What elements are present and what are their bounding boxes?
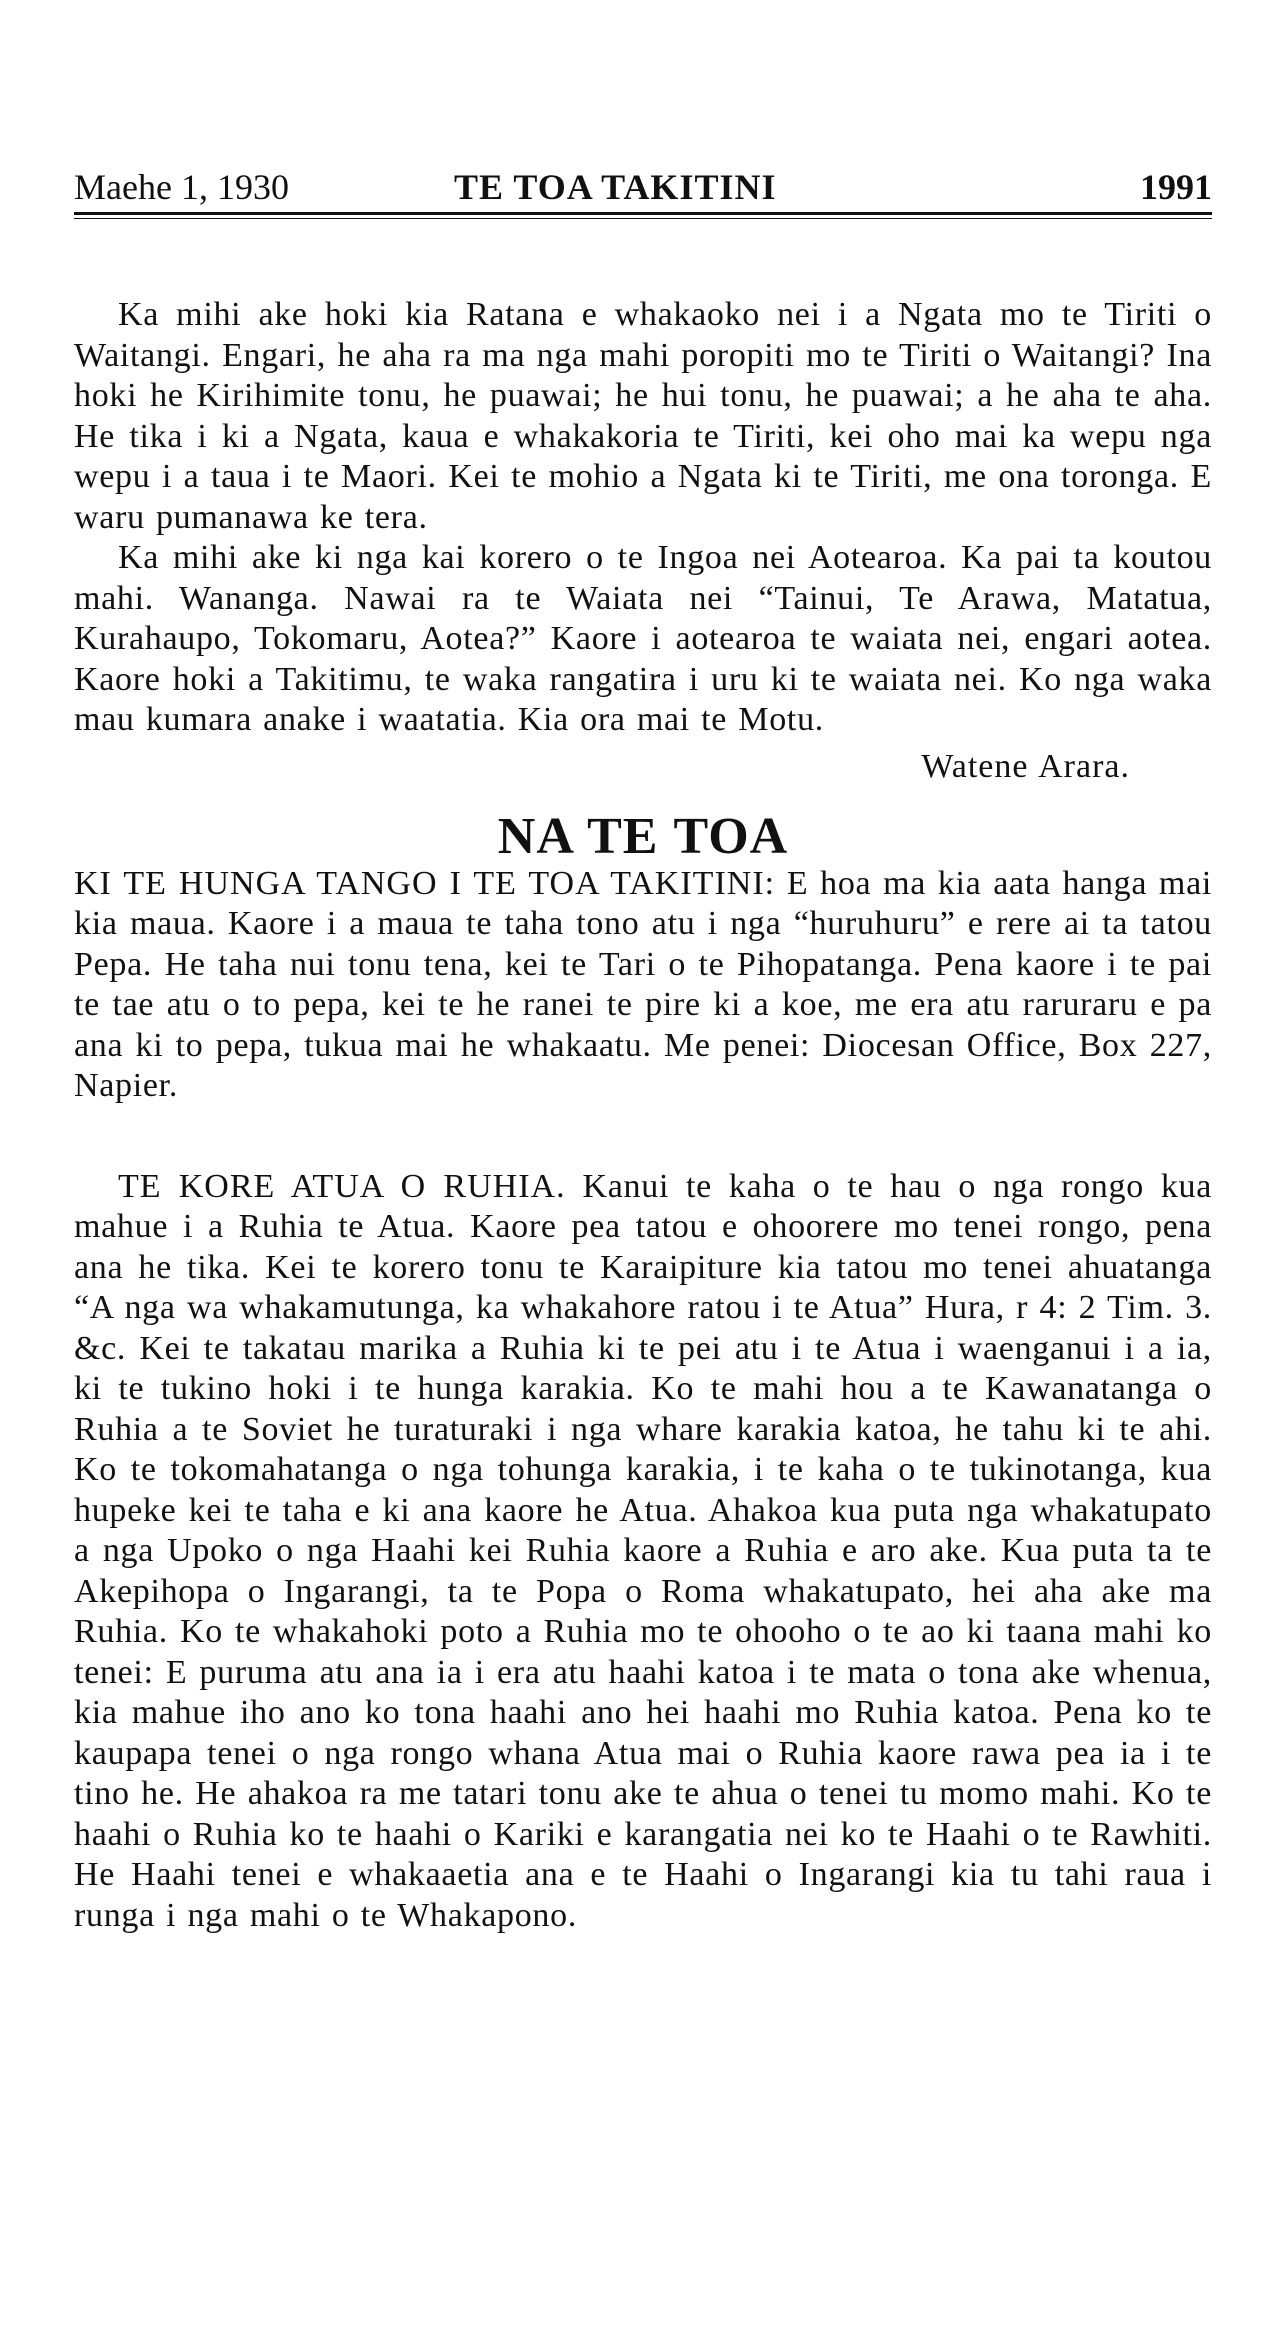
russia-paragraph — [74, 1167, 1212, 1937]
notice-paragraph — [74, 864, 1212, 1107]
running-head — [74, 150, 1212, 206]
page — [74, 150, 1212, 1936]
notice-body: E hoa ma kia aata hanga mai kia maua. Kaore i a maua te taha tono atu i nga “huruhuru” e rere ai ta tatou Pepa. He taha nui tonu tena, kei te Tari o te Pihopatanga. Pena kaore i te pai te tae atu o to pepa, kei te he ranei te pire ki a koe, me era atu raruraru e pa ana ki to pepa, tukua mai he whakaatu. Me penei: Diocesan Office, Box 227, Napier. — [74, 864, 1213, 1104]
article-body — [74, 295, 1212, 1936]
notice-lead: KI TE HUNGA TANGO I TE TOA TAKITINI: — [74, 864, 776, 902]
publication-title: TE TOA TAKITINI — [454, 167, 777, 207]
issue-date: Maehe 1, 1930 — [74, 167, 289, 207]
header-rule-thin — [74, 218, 1212, 219]
russia-body: Kanui te kaha o te hau o nga rongo kua mahue i a Ruhia te Atua. Kaore pea tatou e ohoorere mo tenei rongo, pena ana he tika. Kei te korero tonu te Karaipiture kia tatou mo tenei ahuatanga “A nga wa whakamutunga, ka whakahore ratou i te Atua” Hura, r 4: 2 Tim. 3. &c. Kei te takatau marika a Ruhia ki te pei atu i te Atua i waenganui i a ia, ki te tukino hoki i te hunga karakia. Ko te mahi hou a te Kawanatanga o Ruhia a te Soviet he turaturaki i nga whare karakia katoa, he tahu ki te ahi. Ko te tokomahatanga o nga tohunga karakia, i te kaha o te tukinotanga, kua hupeke kei te taha e ki ana kaore he Atua. Ahakoa kua puta nga whakatupato a nga Upoko o nga Haahi kei Ruhia kaore a Ruhia e aro ake. Kua puta ta te Akepihopa o Ingarangi, ta te Popa o Roma whakatupato, hei aha ake ma Ruhia. Ko te whakahoki poto a Ruhia mo te ohooho o te ao ki taana mahi ko tenei: E puruma atu ana ia i era atu haahi katoa i te mata o tona ake whenua, kia mahue iho ano ko tona haahi ano hei haahi mo Ruhia katoa. Pena ko te kaupapa tenei o nga rongo whana Atua mai o Ruhia kaore rawa pea ia i te tino he. He ahakoa ra me tatari tonu ake te ahua o tenei tu momo mahi. Ko te haahi o Ruhia ko te haahi o Kariki e karangatia nei ko te Haahi o te Rawhiti. He Haahi tenei e whakaaetia ana e te Haahi o Ingarangi kia tu tahi raua i runga i nga mahi o te Whakapono. — [74, 1167, 1213, 1934]
letter-signature: Watene Arara. — [921, 747, 1130, 785]
russia-lead: TE KORE ATUA O RUHIA. — [118, 1167, 566, 1205]
page-number: 1991 — [1140, 167, 1212, 207]
letter-paragraph-2: Ka mihi ake ki nga kai korero o te Ingoa nei Aotearoa. Ka pai ta koutou mahi. Wananga. Nawai ra te Waiata nei “Tainui, Te Arawa, Matatua, Kurahaupo, Tokomaru, Aotea?” Kaore i aotearoa te waiata nei, engari aotea. Kaore hoki a Takitimu, te waka rangatira i uru ki te waiata nei. Ko nga waka mau kumara anake i waatatia. Kia ora mai te Motu. — [74, 539, 1212, 738]
letter-paragraph-1: Ka mihi ake hoki kia Ratana e whakaoko nei i a Ngata mo te Tiriti o Waitangi. Engari, he aha ra ma nga mahi poropiti mo te Tiriti o Waitangi? Ina hoki he Kirihimite tonu, he puawai; he hui tonu, he puawai; a he aha te aha. He tika i ki a Ngata, kaua e whakakoria te Tiriti, kei oho mai ka wepu nga wepu i a taua i te Maori. Kei te mohio a Ngata ki te Tiriti, me ona toronga. E waru pumanawa ke tera. — [74, 296, 1212, 536]
header-rule — [74, 212, 1212, 215]
section-heading: NA TE TOA — [497, 808, 789, 865]
